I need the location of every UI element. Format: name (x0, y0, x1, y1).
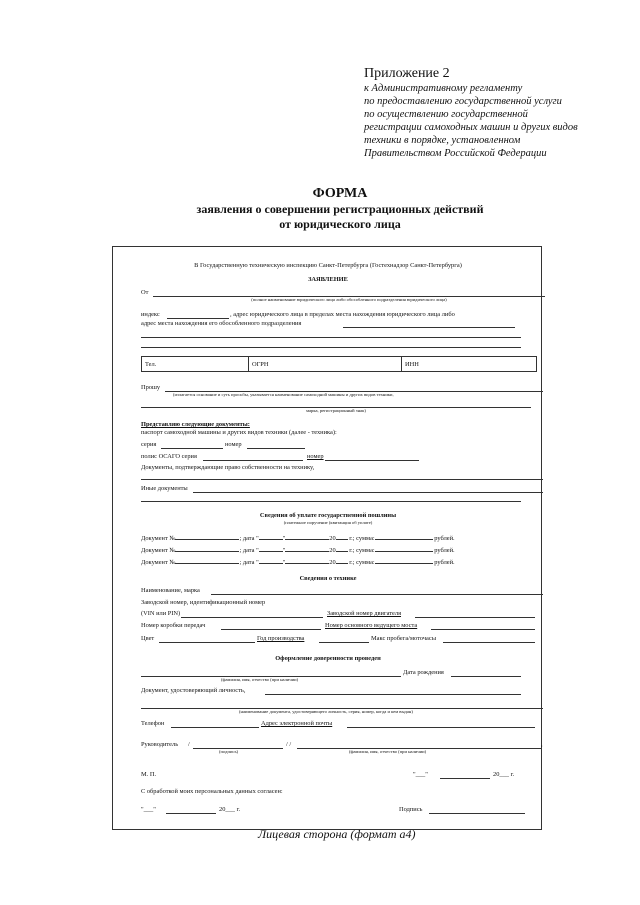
payment-sum-label: г.; сумма: (347, 559, 375, 566)
head-name-hint: (фамилия, имя, отчество (при наличии) (349, 749, 427, 754)
form-title-main: ФОРМА (312, 186, 368, 201)
meter-label: Макс пробега/моточасы (371, 635, 437, 642)
vin-label: (VIN или PIN) (141, 610, 181, 617)
payment-row: Документ № ; дата " " 20 г.; сумма: рублей. (141, 556, 455, 567)
number-field[interactable] (247, 448, 305, 449)
head-sign-hint: (подпись) (219, 749, 239, 754)
head-slash-1: / (188, 741, 190, 748)
engine-number-label: Заводской номер двигателя (327, 610, 402, 617)
ownership-field[interactable] (141, 479, 543, 480)
payment-day-field[interactable] (259, 532, 283, 540)
proxy-heading: Оформление доверенности проведен (275, 655, 381, 662)
ownership-docs: Документы, подтверждающие право собственности на технику, (141, 464, 315, 471)
engine-number-field[interactable] (415, 617, 535, 618)
id-doc-field[interactable] (265, 694, 521, 695)
appendix-line: техники в порядке, установленном (364, 135, 521, 146)
payment-row: Документ № ; дата " " 20 г.; сумма: рублей. (141, 532, 455, 543)
number-label: номер (225, 441, 242, 448)
address-field[interactable] (343, 327, 515, 328)
osago-number-field[interactable] (325, 460, 419, 461)
request-hint: (излагается основание и суть просьбы, указывается наименование самоходной машины и других видов техники, (173, 392, 394, 397)
id-doc-label: Документ, удостоверяющий личность, (141, 687, 246, 694)
payment-year-field[interactable] (336, 556, 348, 564)
osago-number-label: номер (307, 453, 324, 460)
address-line2: адрес места нахождения его обособленного подразделения (141, 320, 302, 327)
phone-field[interactable] (171, 727, 259, 728)
date-left-day: "___" (141, 806, 156, 813)
appendix-line: к Административному регламенту (364, 83, 523, 94)
payment-doc-label: Документ № (141, 559, 176, 566)
payment-doc-field[interactable] (175, 532, 239, 540)
appendix-line: Правительством Российской Федерации (364, 148, 547, 159)
form-title (150, 186, 530, 232)
application-form (112, 246, 542, 830)
stamp-label: М. П. (141, 771, 157, 778)
request-hint-2: марка, регистрационный знак) (306, 408, 366, 413)
other-docs-field-2[interactable] (141, 501, 521, 502)
from-label: От (141, 289, 149, 296)
tel-cell[interactable]: Тел. (142, 357, 249, 372)
docs-heading: Представляю следующие документы: (141, 421, 250, 428)
date-right-year: 20___ г. (493, 771, 515, 778)
payment-day-field[interactable] (259, 544, 283, 552)
date-left-month-field[interactable] (166, 813, 216, 814)
color-label: Цвет (141, 635, 155, 642)
form-heading: ЗАЯВЛЕНИЕ (308, 276, 348, 283)
payment-year-field[interactable] (336, 544, 348, 552)
date-right-day: "___" (413, 771, 428, 778)
payment-date-label: ; дата " (239, 535, 259, 542)
form-title-line2: заявления о совершении регистрационных действий (196, 202, 484, 216)
appendix-line: по осуществлению государственной (364, 109, 528, 120)
address-line1: , адрес юридического лица в пределах места нахождения юридического лица либо (230, 311, 455, 318)
name-brand-label: Наименование, марка (141, 587, 200, 594)
payment-sum-field[interactable] (375, 556, 433, 564)
payment-month-field[interactable] (285, 532, 329, 540)
ogrn-cell[interactable]: ОГРН (249, 357, 402, 372)
address-field-3[interactable] (141, 347, 521, 348)
name-brand-field[interactable] (211, 594, 543, 595)
osago-series-field[interactable] (203, 460, 303, 461)
date-left-year: 20___ г. (219, 806, 241, 813)
payment-year-label: 20 (329, 547, 336, 554)
payment-year-field[interactable] (336, 532, 348, 540)
osago-label: полис ОСАГО серия (141, 453, 197, 460)
axle-number-field[interactable] (431, 629, 535, 630)
other-docs-field[interactable] (193, 492, 543, 493)
meter-field[interactable] (443, 642, 535, 643)
payment-sum-field[interactable] (375, 532, 433, 540)
series-label: серия (141, 441, 157, 448)
signature-label: Подпись (399, 806, 423, 813)
year-made-label: Год производства (257, 635, 305, 642)
payment-sum-field[interactable] (375, 544, 433, 552)
color-field[interactable] (159, 642, 255, 643)
email-field[interactable] (347, 727, 535, 728)
proxy-name-hint: (фамилия, имя, отчество (при наличии) (221, 677, 299, 682)
head-comma: , (541, 741, 543, 748)
page-footer: Лицевая сторона (формат а4) (258, 827, 416, 841)
payment-doc-label: Документ № (141, 535, 176, 542)
machine-heading: Сведения о технике (299, 575, 357, 582)
payment-doc-field[interactable] (175, 544, 239, 552)
payment-doc-field[interactable] (175, 556, 239, 564)
form-title-line3: от юридического лица (279, 217, 401, 231)
id-doc-hint: (наименование документа, удостоверяющего личность, серия, номер, когда и кем выдан) (239, 709, 413, 714)
payment-year-label: 20 (329, 535, 336, 542)
payment-day-field[interactable] (259, 556, 283, 564)
signature-field[interactable] (429, 813, 525, 814)
axle-number-label: Номер основного ведущего моста (325, 622, 418, 629)
index-field[interactable] (167, 318, 229, 319)
payment-currency: рублей. (432, 547, 455, 554)
payment-currency: рублей. (432, 559, 455, 566)
email-label: Адрес электронной почты (261, 720, 333, 727)
series-field[interactable] (161, 448, 223, 449)
addressee: В Государственную техническую инспекцию Санкт-Петербурга (Гостехнадзор Санкт-Петербурга) (194, 262, 462, 269)
payment-month-field[interactable] (285, 544, 329, 552)
serial-number-label: Заводской номер, идентификационный номер (141, 599, 266, 606)
payment-currency: рублей. (432, 535, 455, 542)
gearbox-number-label: Номер коробки передач (141, 622, 206, 629)
payment-doc-label: Документ № (141, 547, 176, 554)
address-field-2[interactable] (141, 337, 521, 338)
payment-sub: (платежное поручение (квитанция об уплате) (283, 520, 373, 525)
appendix-line: регистрации самоходных машин и других видов (364, 122, 578, 133)
vin-field[interactable] (181, 617, 323, 618)
head-slash-2: / / (286, 741, 292, 748)
payment-date-label: ; дата " (239, 547, 259, 554)
payment-row: Документ № ; дата " " 20 г.; сумма: рублей. (141, 544, 455, 555)
consent-label: С обработкой моих персональных данных согласен: (141, 788, 283, 795)
inn-cell[interactable]: ИНН (402, 357, 537, 372)
payment-year-label: 20 (329, 559, 336, 566)
payment-month-field[interactable] (285, 556, 329, 564)
year-made-field[interactable] (319, 642, 369, 643)
birth-date-label: Дата рождения (403, 669, 444, 676)
birth-date-field[interactable] (451, 676, 521, 677)
payment-heading: Сведения об уплате государственной пошлины (259, 512, 397, 519)
appendix-block (364, 66, 614, 160)
request-label: Прошу (141, 384, 161, 391)
payment-date-label: ; дата " (239, 559, 259, 566)
docs-passport: паспорт самоходной машины и других видов техники (далее - техника): (141, 429, 337, 436)
payment-sum-label: г.; сумма: (347, 535, 375, 542)
gearbox-number-field[interactable] (221, 629, 321, 630)
date-right-month-field[interactable] (440, 778, 490, 779)
appendix-line: по предоставлению государственной услуги (364, 96, 562, 107)
head-label: Руководитель (141, 741, 179, 748)
contacts-table (141, 356, 537, 372)
payment-sum-label: г.; сумма: (347, 547, 375, 554)
phone-label: Телефон (141, 720, 165, 727)
other-docs: Иные документы (141, 485, 188, 492)
index-label: индекс (141, 311, 160, 318)
from-hint: (полное наименование юридического лица либо обособленного подразделения юридического лица) (251, 297, 447, 302)
appendix-title: Приложение 2 (364, 66, 450, 81)
